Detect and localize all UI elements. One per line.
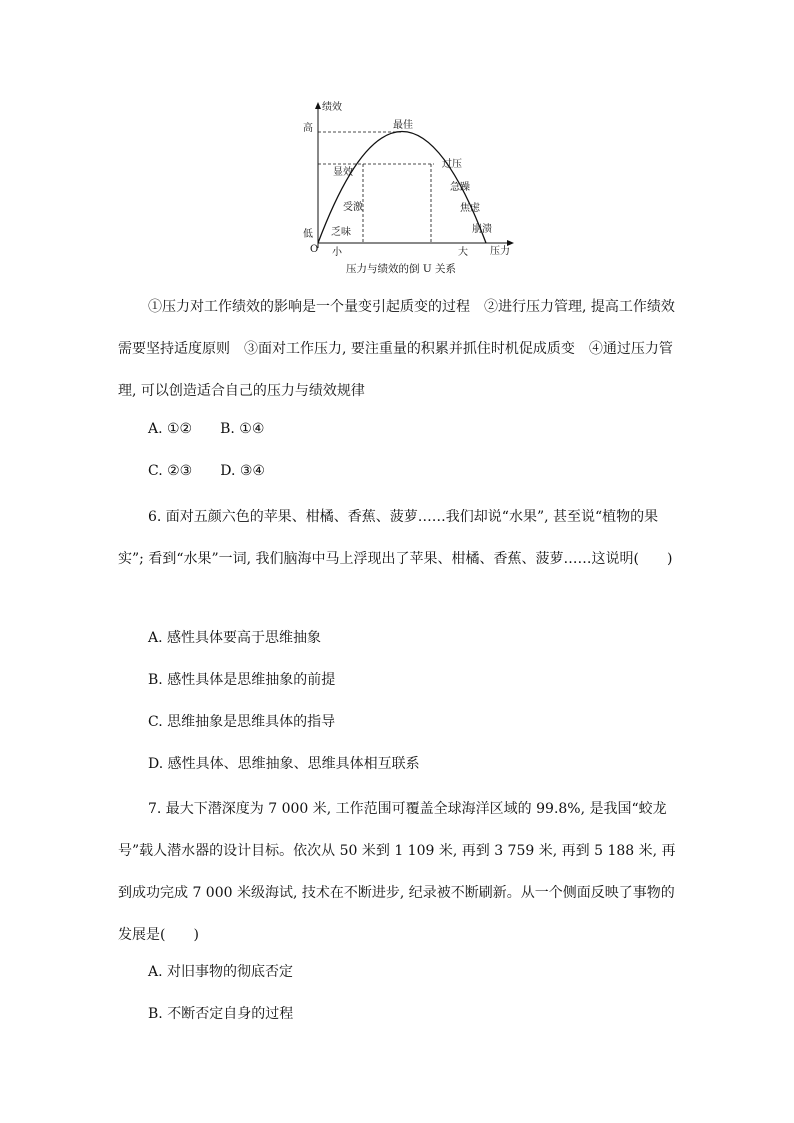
q5-choice-row-1: A. ①② B. ①④	[148, 421, 265, 437]
right-label-2: 急躁	[450, 182, 470, 193]
figure-caption: 压力与绩效的倒 U 关系	[346, 263, 457, 275]
q6-stem: 6. 面对五颜六色的苹果、柑橘、香蕉、菠萝……我们却说“水果”, 甚至说“植物的果实”; 看到“水果”一词, 我们脑海中马上浮现出了苹果、柑橘、香蕉、菠萝……这说明( )	[118, 509, 673, 567]
left-label-3: 乏味	[331, 227, 351, 238]
x-small-label: 小	[332, 247, 342, 258]
y-axis-label: 绩效	[322, 102, 342, 113]
q6-choice-d: D. 感性具体、思维抽象、思维具体相互联系	[148, 756, 420, 772]
right-label-1: 过压	[442, 159, 462, 170]
y-high-label: 高	[303, 123, 313, 134]
origin-label: O	[310, 244, 319, 255]
q7-choice-b: B. 不断否定自身的过程	[148, 1006, 294, 1022]
y-axis-arrow	[315, 102, 321, 109]
x-large-label: 大	[458, 247, 468, 258]
y-low-label: 低	[303, 229, 313, 240]
left-label-1: 显效	[333, 167, 353, 178]
q6-choice-a: A. 感性具体要高于思维抽象	[148, 630, 322, 646]
q7-stem: 7. 最大下潜深度为 7 000 米, 工作范围可覆盖全球海洋区域的 99.8%, 是我国“蛟龙号”载人潜水器的设计目标。依次从 50 米到 1 109 米, 再到 3 759 米, 再到 5 188 米, 再到成功完成 7 000 米级海试, 技术在不断进步, 纪录被不断刷新。从一个侧面反映了事物的发展是( )	[118, 801, 676, 943]
right-label-4: 崩溃	[472, 224, 492, 235]
left-label-2: 受激	[343, 202, 363, 213]
q6-choice-c: C. 思维抽象是思维具体的指导	[148, 714, 336, 730]
q5-options-text: ①压力对工作绩效的影响是一个量变引起质变的过程 ②进行压力管理, 提高工作绩效需要坚持适度原则 ③面对工作压力, 要注重量的积累并抓住时机促成质变 ④通过压力管理, 可以创造适合自己的压力与绩效规律	[118, 299, 675, 399]
u-curve-diagram	[300, 100, 520, 280]
q5-choice-row-2: C. ②③ D. ③④	[148, 463, 265, 479]
q6-choice-b: B. 感性具体是思维抽象的前提	[148, 672, 336, 688]
peak-label: 最佳	[393, 120, 413, 131]
x-axis-label: 压力	[490, 246, 510, 257]
u-curve-figure	[300, 100, 520, 280]
right-label-3: 焦虑	[460, 203, 480, 214]
q7-choice-a: A. 对旧事物的彻底否定	[148, 964, 294, 980]
